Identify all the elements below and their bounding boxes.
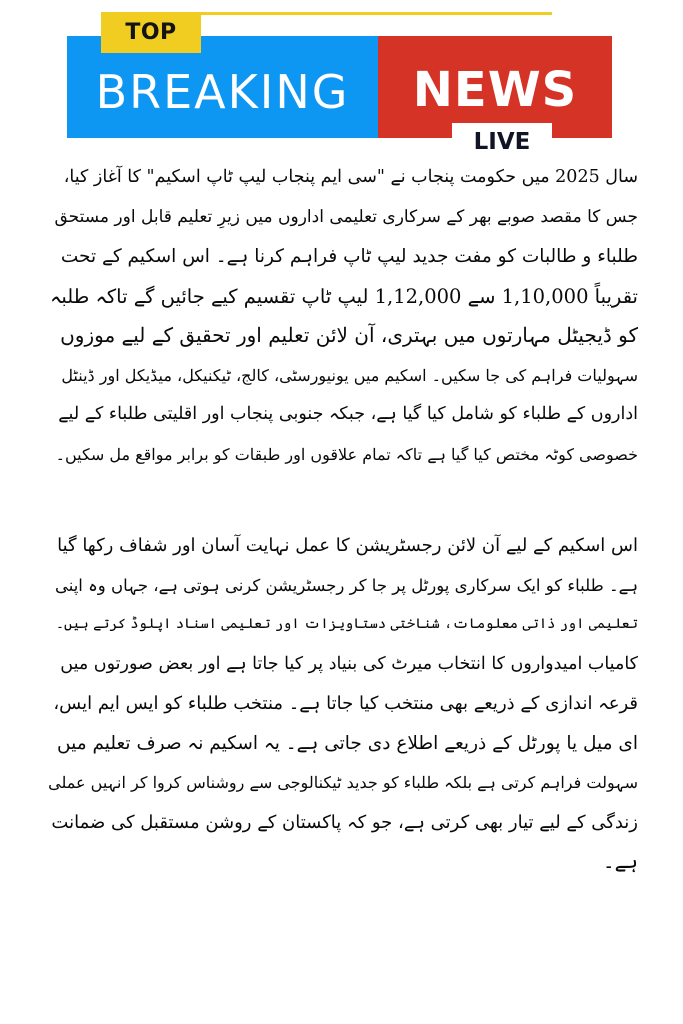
paragraph-1 <box>48 158 638 474</box>
text-line: ہے۔ طلباء کو ایک سرکاری پورٹل پر جا کر رجسٹریشن کرنی ہوتی ہے، جہاں وہ اپنی <box>54 575 638 595</box>
breaking-news-banner <box>0 0 683 160</box>
text-line: طلباء و طالبات کو مفت جدید لیپ ٹاپ فراہم کرنا ہے۔ اس اسکیم کے تحت <box>60 246 638 267</box>
news-label: NEWS <box>412 62 578 118</box>
text-line: تقریباً 1,10,000 سے 1,12,000 لیپ ٹاپ تقسیم کیے جائیں گے تاکہ طلبہ <box>49 284 638 308</box>
text-line: خصوصی کوٹہ مختص کیا گیا ہے تاکہ تمام علاقوں اور طبقات کو برابر مواقع مل سکیں۔ <box>55 444 638 464</box>
breaking-label: BREAKING <box>95 65 350 119</box>
text-line: سہولیات فراہم کی جا سکیں۔ اسکیم میں یونیورسٹی، کالج، ٹیکنیکل، میڈیکل اور ڈینٹل <box>61 365 638 385</box>
text-line: کامیاب امیدواروں کا انتخاب میرٹ کی بنیاد پر کیا جاتا ہے اور بعض صورتوں میں <box>60 653 638 674</box>
text-line: اس اسکیم کے لیے آن لائن رجسٹریشن کا عمل نہایت آسان اور شفاف رکھا گیا <box>57 535 638 556</box>
text-line: جس کا مقصد صوبے بھر کے سرکاری تعلیمی اداروں میں زیرِ تعلیم قابل اور مستحق <box>54 206 638 227</box>
live-label: LIVE <box>473 129 531 155</box>
top-badge <box>101 12 201 53</box>
text-line: سال 2025 میں حکومت پنجاب نے "سی ایم پنجاب لیپ ٹاپ اسکیم" کا آغاز کیا، <box>63 167 638 187</box>
text-line: اداروں کے طلباء کو شامل کیا گیا ہے، جبکہ جنوبی پنجاب اور اقلیتی طلباء کے لیے <box>58 404 638 424</box>
text-line: کو ڈیجیٹل مہارتوں میں بہتری، آن لائن تعلیم اور تحقیق کے لیے موزوں <box>60 323 638 347</box>
text-line: تعلیمی اور ذاتی معلومات، شناختی دستاویزات اور تعلیمی اسناد اپلوڈ کرتے ہیں۔ <box>55 616 638 632</box>
paragraph-2 <box>48 526 638 882</box>
text-line: سہولت فراہم کرتی ہے بلکہ طلباء کو جدید ٹیکنالوجی سے روشناس کروا کر انہیں عملی <box>48 773 638 792</box>
live-badge <box>452 123 552 157</box>
text-line: زندگی کے لیے تیار بھی کرتی ہے، جو کہ پاکستان کے روشن مستقبل کی ضمانت <box>51 811 638 833</box>
text-line: قرعہ اندازی کے ذریعے بھی منتخب کیا جاتا ہے۔ منتخب طلباء کو ایس ایم ایس، <box>53 693 638 714</box>
text-line: ہے۔ <box>602 849 638 873</box>
article-body <box>48 158 638 882</box>
top-label: TOP <box>125 20 177 45</box>
text-line: ای میل یا پورٹل کے ذریعے اطلاع دی جاتی ہے۔ یہ اسکیم نہ صرف تعلیم میں <box>57 732 638 754</box>
